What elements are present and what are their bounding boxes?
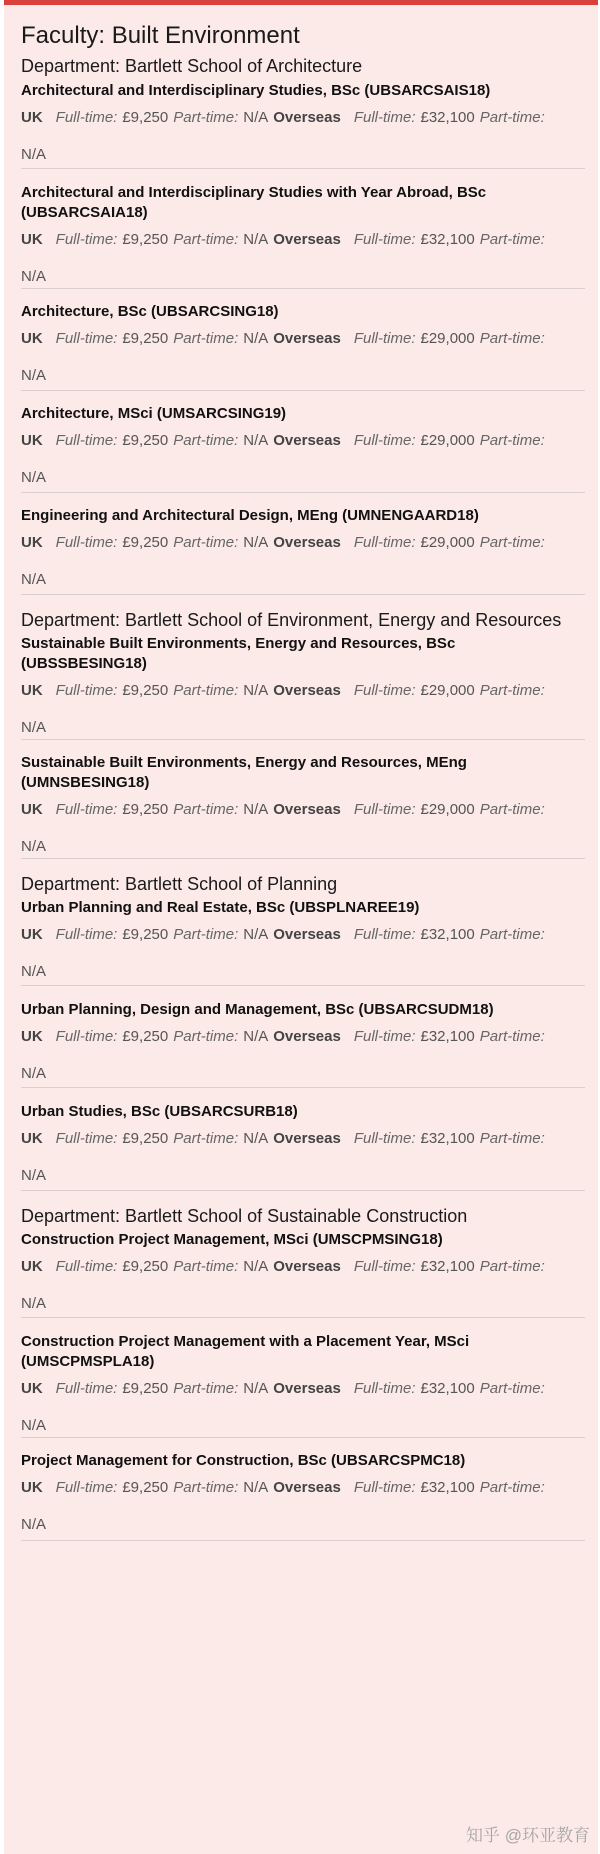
department-heading: Department: Bartlett School of Sustainable Construction: [21, 1206, 468, 1226]
full-time-label: Full-time:: [55, 432, 118, 449]
uk-full-time-fee: £9,250: [122, 231, 169, 248]
uk-label: UK: [21, 801, 43, 818]
course-item: [21, 1451, 585, 1535]
part-time-label: Part-time:: [173, 534, 239, 551]
divider: [21, 390, 585, 391]
uk-part-time-fee: N/A: [243, 109, 269, 126]
full-time-label: Full-time:: [353, 1028, 416, 1045]
part-time-label: Part-time:: [173, 1258, 239, 1275]
overseas-part-time-fee: N/A: [21, 469, 47, 486]
overseas-label: Overseas: [273, 1479, 341, 1496]
fee-line: [21, 1379, 585, 1399]
course-title: Architecture, MSci (UMSARCSING19): [21, 405, 287, 422]
fee-line: [21, 1478, 585, 1498]
full-time-label: Full-time:: [353, 231, 416, 248]
overseas-label: Overseas: [273, 1028, 341, 1045]
overseas-full-time-fee: £32,100: [420, 1258, 475, 1275]
uk-full-time-fee: £9,250: [122, 432, 169, 449]
uk-label: UK: [21, 1380, 43, 1397]
overseas-label: Overseas: [273, 534, 341, 551]
uk-part-time-fee: N/A: [243, 1130, 269, 1147]
uk-full-time-fee: £9,250: [122, 1258, 169, 1275]
part-time-label: Part-time:: [479, 1028, 545, 1045]
uk-label: UK: [21, 1028, 43, 1045]
uk-part-time-fee: N/A: [243, 1258, 269, 1275]
course-item: [21, 183, 585, 287]
uk-full-time-fee: £9,250: [122, 1028, 169, 1045]
course-item: [21, 302, 585, 386]
uk-label: UK: [21, 231, 43, 248]
divider: [21, 288, 585, 289]
uk-full-time-fee: £9,250: [122, 109, 169, 126]
course-item: [21, 1102, 585, 1186]
uk-full-time-fee: £9,250: [122, 1380, 169, 1397]
overseas-label: Overseas: [273, 926, 341, 943]
divider: [21, 1540, 585, 1541]
watermark: 知乎 @环亚教育: [466, 1826, 590, 1845]
overseas-label: Overseas: [273, 682, 341, 699]
uk-label: UK: [21, 682, 43, 699]
fee-line: [21, 230, 585, 250]
full-time-label: Full-time:: [55, 1028, 118, 1045]
uk-full-time-fee: £9,250: [122, 330, 169, 347]
uk-label: UK: [21, 534, 43, 551]
overseas-label: Overseas: [273, 1130, 341, 1147]
part-time-label: Part-time:: [479, 231, 545, 248]
fee-line: [21, 1257, 585, 1277]
part-time-label: Part-time:: [173, 801, 239, 818]
course-title: Construction Project Management, MSci (UMSCPMSING18): [21, 1231, 443, 1248]
overseas-full-time-fee: £29,000: [420, 534, 475, 551]
full-time-label: Full-time:: [353, 109, 416, 126]
overseas-part-time-fee: N/A: [21, 268, 47, 285]
overseas-part-time-fee: N/A: [21, 1167, 47, 1184]
course-title: Architectural and Interdisciplinary Studies, BSc (UBSARCSAIS18): [21, 82, 491, 99]
full-time-label: Full-time:: [55, 1258, 118, 1275]
overseas-full-time-fee: £32,100: [420, 1479, 475, 1496]
overseas-part-time-fee: N/A: [21, 571, 47, 588]
divider: [21, 1087, 585, 1088]
part-time-label: Part-time:: [479, 330, 545, 347]
uk-part-time-fee: N/A: [243, 231, 269, 248]
course-title: Urban Planning and Real Estate, BSc (UBSPLNAREE19): [21, 899, 420, 916]
divider: [21, 1437, 585, 1438]
full-time-label: Full-time:: [353, 1380, 416, 1397]
full-time-label: Full-time:: [55, 231, 118, 248]
divider: [21, 492, 585, 493]
course-title: Sustainable Built Environments, Energy and Resources, BSc (UBSSBESING18): [21, 635, 456, 672]
overseas-full-time-fee: £32,100: [420, 1130, 475, 1147]
divider: [21, 985, 585, 986]
full-time-label: Full-time:: [353, 330, 416, 347]
fee-line: [21, 1027, 585, 1047]
faculty-title: Faculty: Built Environment: [21, 22, 300, 49]
divider: [21, 858, 585, 859]
overseas-label: Overseas: [273, 801, 341, 818]
uk-part-time-fee: N/A: [243, 330, 269, 347]
part-time-label: Part-time:: [479, 534, 545, 551]
full-time-label: Full-time:: [55, 926, 118, 943]
uk-part-time-fee: N/A: [243, 432, 269, 449]
part-time-label: Part-time:: [479, 682, 545, 699]
overseas-full-time-fee: £32,100: [420, 1380, 475, 1397]
part-time-label: Part-time:: [173, 1028, 239, 1045]
overseas-full-time-fee: £32,100: [420, 926, 475, 943]
overseas-label: Overseas: [273, 432, 341, 449]
full-time-label: Full-time:: [55, 534, 118, 551]
fee-line: [21, 431, 585, 451]
fee-line: [21, 681, 585, 701]
part-time-label: Part-time:: [173, 926, 239, 943]
part-time-label: Part-time:: [173, 1130, 239, 1147]
overseas-part-time-fee: N/A: [21, 146, 47, 163]
overseas-full-time-fee: £29,000: [420, 682, 475, 699]
part-time-label: Part-time:: [479, 801, 545, 818]
uk-part-time-fee: N/A: [243, 801, 269, 818]
course-item: [21, 506, 585, 590]
overseas-full-time-fee: £32,100: [420, 109, 475, 126]
overseas-part-time-fee: N/A: [21, 1417, 47, 1434]
part-time-label: Part-time:: [479, 1479, 545, 1496]
uk-full-time-fee: £9,250: [122, 1130, 169, 1147]
uk-label: UK: [21, 109, 43, 126]
divider: [21, 1317, 585, 1318]
uk-label: UK: [21, 1130, 43, 1147]
overseas-full-time-fee: £29,000: [420, 330, 475, 347]
full-time-label: Full-time:: [353, 801, 416, 818]
full-time-label: Full-time:: [353, 682, 416, 699]
full-time-label: Full-time:: [353, 534, 416, 551]
full-time-label: Full-time:: [55, 1130, 118, 1147]
full-time-label: Full-time:: [55, 682, 118, 699]
fee-line: [21, 533, 585, 553]
course-title: Construction Project Management with a Placement Year, MSci (UMSCPMSPLA18): [21, 1333, 470, 1370]
fee-line: [21, 800, 585, 820]
part-time-label: Part-time:: [479, 1380, 545, 1397]
uk-label: UK: [21, 1479, 43, 1496]
full-time-label: Full-time:: [353, 1130, 416, 1147]
full-time-label: Full-time:: [55, 330, 118, 347]
overseas-part-time-fee: N/A: [21, 963, 47, 980]
department-heading: Department: Bartlett School of Planning: [21, 874, 338, 894]
part-time-label: Part-time:: [173, 1380, 239, 1397]
overseas-full-time-fee: £29,000: [420, 801, 475, 818]
full-time-label: Full-time:: [55, 1380, 118, 1397]
fee-line: [21, 1129, 585, 1149]
uk-full-time-fee: £9,250: [122, 682, 169, 699]
department-heading: Department: Bartlett School of Environment, Energy and Resources: [21, 610, 562, 630]
divider: [21, 594, 585, 595]
part-time-label: Part-time:: [479, 109, 545, 126]
overseas-label: Overseas: [273, 231, 341, 248]
department-heading: Department: Bartlett School of Architecture: [21, 56, 363, 76]
uk-label: UK: [21, 1258, 43, 1275]
overseas-part-time-fee: N/A: [21, 838, 47, 855]
overseas-full-time-fee: £32,100: [420, 1028, 475, 1045]
full-time-label: Full-time:: [353, 1479, 416, 1496]
uk-full-time-fee: £9,250: [122, 801, 169, 818]
divider: [21, 168, 585, 169]
course-item: [21, 898, 585, 982]
divider: [21, 1190, 585, 1191]
course-title: Urban Planning, Design and Management, BSc (UBSARCSUDM18): [21, 1001, 494, 1018]
part-time-label: Part-time:: [173, 432, 239, 449]
overseas-part-time-fee: N/A: [21, 367, 47, 384]
overseas-full-time-fee: £29,000: [420, 432, 475, 449]
uk-part-time-fee: N/A: [243, 682, 269, 699]
course-title: Architectural and Interdisciplinary Studies with Year Abroad, BSc (UBSARCSAIA18): [21, 184, 487, 221]
part-time-label: Part-time:: [173, 231, 239, 248]
uk-full-time-fee: £9,250: [122, 534, 169, 551]
overseas-part-time-fee: N/A: [21, 1065, 47, 1082]
full-time-label: Full-time:: [55, 801, 118, 818]
divider: [21, 739, 585, 740]
course-item: [21, 1000, 585, 1084]
course-item: [21, 753, 585, 857]
course-item: [21, 1230, 585, 1314]
uk-part-time-fee: N/A: [243, 1479, 269, 1496]
overseas-label: Overseas: [273, 109, 341, 126]
full-time-label: Full-time:: [353, 926, 416, 943]
course-title: Urban Studies, BSc (UBSARCSURB18): [21, 1103, 298, 1120]
fee-line: [21, 108, 585, 128]
part-time-label: Part-time:: [173, 682, 239, 699]
part-time-label: Part-time:: [479, 1130, 545, 1147]
full-time-label: Full-time:: [55, 1479, 118, 1496]
overseas-label: Overseas: [273, 330, 341, 347]
overseas-part-time-fee: N/A: [21, 1295, 47, 1312]
course-title: Engineering and Architectural Design, MEng (UMNENGAARD18): [21, 507, 479, 524]
part-time-label: Part-time:: [479, 432, 545, 449]
overseas-part-time-fee: N/A: [21, 719, 47, 736]
part-time-label: Part-time:: [479, 926, 545, 943]
fee-line: [21, 925, 585, 945]
uk-full-time-fee: £9,250: [122, 926, 169, 943]
overseas-part-time-fee: N/A: [21, 1516, 47, 1533]
course-item: [21, 1332, 585, 1436]
full-time-label: Full-time:: [353, 1258, 416, 1275]
part-time-label: Part-time:: [173, 1479, 239, 1496]
course-item: [21, 404, 585, 488]
part-time-label: Part-time:: [173, 330, 239, 347]
course-item: [21, 634, 585, 738]
course-title: Sustainable Built Environments, Energy and Resources, MEng (UMNSBESING18): [21, 754, 467, 791]
uk-part-time-fee: N/A: [243, 926, 269, 943]
fee-line: [21, 329, 585, 349]
part-time-label: Part-time:: [173, 109, 239, 126]
course-item: [21, 81, 585, 165]
uk-label: UK: [21, 330, 43, 347]
uk-label: UK: [21, 432, 43, 449]
part-time-label: Part-time:: [479, 1258, 545, 1275]
course-title: Architecture, BSc (UBSARCSING18): [21, 303, 279, 320]
uk-part-time-fee: N/A: [243, 534, 269, 551]
course-title: Project Management for Construction, BSc (UBSARCSPMC18): [21, 1452, 466, 1469]
uk-full-time-fee: £9,250: [122, 1479, 169, 1496]
uk-part-time-fee: N/A: [243, 1380, 269, 1397]
uk-part-time-fee: N/A: [243, 1028, 269, 1045]
overseas-label: Overseas: [273, 1380, 341, 1397]
uk-label: UK: [21, 926, 43, 943]
full-time-label: Full-time:: [55, 109, 118, 126]
overseas-full-time-fee: £32,100: [420, 231, 475, 248]
faculty-panel: [4, 0, 598, 1854]
overseas-label: Overseas: [273, 1258, 341, 1275]
full-time-label: Full-time:: [353, 432, 416, 449]
